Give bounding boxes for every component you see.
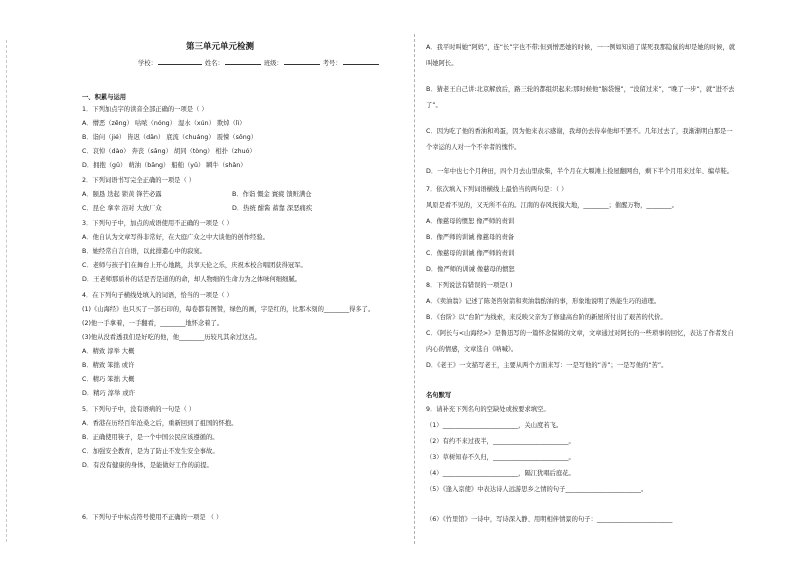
school-label: 学校： bbox=[138, 60, 157, 67]
question-5: 5．下列句子中，没有语病的一句是（ ） bbox=[82, 406, 196, 413]
question-9-item-3: （3）草树知春不久归，________________________。 bbox=[426, 454, 575, 461]
question-4-sentence-3: (3)他从没看透我们是好吃的他，他________历较凡其余过这点。 bbox=[82, 334, 261, 341]
question-7-option-c: C．像慈母的训诫 像严师的责训 bbox=[426, 250, 515, 257]
question-6-option-b-line-1: B．猜老王自己讲:北京解放后，路三轮的都组织起来;那时候他“脑袋慢”，“没留过来”，“晚了一步”，就“进不去 bbox=[426, 86, 735, 93]
question-9-item-5: （5）《逢入京使》中表达诗人远游思乡之情的句子________________________。 bbox=[426, 486, 648, 493]
question-1-option-c: C．哀悼（dào） 奔丧（sāng） 胡同（tòng） 相扑（zhuó） bbox=[82, 148, 256, 155]
question-6-option-a-line-1: A．我平时叫她“阿妈”，连“长”字也不带;但到憎恶她的时候，一一例如知道了谋死我那隐鼠的却是她的时候，就 bbox=[426, 44, 736, 51]
question-9: 9．请补充下列名句的空缺处或按要求填空。 bbox=[426, 406, 550, 413]
question-8-option-b: B．《台阶》以“台阶”为线索，来反映父亲为了修建高台阶的新屋所付出了艰苦的代价。 bbox=[426, 314, 667, 321]
question-9-item-2: （2）有约不来过夜半，________________________。 bbox=[426, 438, 575, 445]
question-8-option-d: D．《老王》一文描写老王，主要从两个方面来写：一是写他的“善”；一是写他的“苦”。 bbox=[426, 362, 668, 369]
question-2-option-d: D．热统 酣酱 蓄靠 深恶痛疾 bbox=[232, 205, 313, 212]
question-8: 8．下列说法有错误的一项是( ) bbox=[426, 282, 513, 289]
question-5-option-b: B．正确使用筷子，是一个中国公民应该遵循的。 bbox=[82, 434, 219, 441]
question-5-option-c: C．加强安全教育，是为了防止不发生安全事故。 bbox=[82, 448, 219, 455]
question-7-option-d: D．像严师的训诫 像慈母的惯恕 bbox=[426, 266, 515, 273]
question-4-option-b: B．精致 笨拙 或许 bbox=[82, 362, 135, 369]
question-1-option-b: B．诣问（jié） 皆迟（dān） 底流（chuáng） 震悚（sǒng） bbox=[82, 134, 258, 141]
question-6-option-b-line-2: 了”。 bbox=[426, 102, 442, 109]
question-8-option-c-line-1: C．《阿长与<山海经>》是鲁迅写的一篇怀念保姆的文章，文章通过对阿长的一些琐事的回忆，表达了作者发自 bbox=[426, 330, 734, 337]
question-7-option-a: A．像慈母的惯恕 像严师的责训 bbox=[426, 218, 515, 225]
question-7: 7．依次填入下列词语横线上最恰当的两句是：（ ） bbox=[426, 186, 568, 193]
question-9-item-6: （6）《竹里馆》一诗中，写诗深入静、用明相伴情景的句子：________________________ bbox=[426, 516, 673, 523]
question-6-option-c-line-2: 个幸运的人对一个不幸者的愧怍。 bbox=[426, 144, 521, 151]
name-label: 姓名： bbox=[204, 60, 224, 67]
exam-no-label: 考号： bbox=[322, 60, 342, 67]
question-9-item-1: （1）________________________，关山度若飞。 bbox=[426, 422, 563, 429]
column-divider bbox=[414, 34, 415, 544]
question-3-option-c: C．老师与孩子们在舞台上开心地跳，共享天伦之乐，庆祝本校合唱团获得冠军。 bbox=[82, 262, 307, 269]
binding-line bbox=[6, 40, 7, 542]
class-label: 班级： bbox=[263, 60, 283, 67]
question-2-option-b: B．作诣 慨金 寰疲 馈赃满仓 bbox=[232, 191, 312, 198]
question-7-stem-part-1: 风原是看不见的，又无所不在的。江南的春风抚摸大地，________； bbox=[426, 202, 615, 209]
question-1-option-d: D．拥抱（gū） 萌油（bāng） 船舶（yǔ） 瞬牛（shǎn） bbox=[82, 162, 247, 169]
section-heading-accumulation: 一、积累与运用 bbox=[82, 94, 127, 101]
right-column bbox=[426, 0, 768, 562]
question-4-option-c: C．精巧 笨拙 大概 bbox=[82, 376, 135, 383]
question-2-option-a: A．颐恳 迭起 锁黄 锋芒必露 bbox=[82, 191, 162, 198]
question-8-option-c-line-2: 内心的情感，文章选自《呐喊》。 bbox=[426, 346, 518, 353]
question-1: 1．下列加点字的读音全部正确的一项是（ ） bbox=[82, 106, 208, 113]
question-4-option-a: A．精致 淳举 大概 bbox=[82, 348, 135, 355]
question-6-option-a-line-2: 叫她阿长。 bbox=[426, 60, 458, 67]
question-5-option-a: A．香港在历经百年沧桑之后，重新回到了祖国的怀抱。 bbox=[82, 420, 238, 427]
question-4-sentence-1: (1)《山海经》也只买了一部石印的，每卷都有图赞，绿色的画，字是红的，比那木刻的________得多了。 bbox=[82, 306, 375, 313]
question-5-option-d: D．有没有健康的身体，是能做好工作的前提。 bbox=[82, 462, 213, 469]
question-4-option-d: D．精巧 淳举 或许 bbox=[82, 390, 135, 397]
question-4: 4．在下列句子横线处填入的词语，恰当的一项是（ ） bbox=[82, 292, 233, 299]
question-4-sentence-2: (2)他一手拿着，一手翻看，________地怀念着了。 bbox=[82, 320, 224, 327]
question-9-item-4: （4）________________________，隔江犹唱后庭花。 bbox=[426, 470, 575, 477]
question-7-option-b: B．像严师的训诫 像慈母的责备 bbox=[426, 234, 515, 241]
question-1-option-a: A．懵恶（zēng） 咕哝（nóng） 湿水（xún） 欺焯（lì） bbox=[82, 120, 246, 127]
page-title: 第三单元单元检测 bbox=[185, 42, 254, 52]
left-column bbox=[82, 0, 404, 562]
question-6: 6．下列句子中标点符号使用不正确的一项是 （ ） bbox=[82, 514, 223, 521]
question-2: 2．下列词语书写完全正确的一项是（ ） bbox=[82, 177, 196, 184]
question-7-stem-part-2: 催醒万物，________。 bbox=[614, 202, 678, 209]
question-6-option-c-line-1: C．因为吃了他的香油和鸡蛋，因为他来表示感谢，我却仍去侍奉他却不罢不。几年过去了，我渐渐明白那是一 bbox=[426, 128, 733, 135]
section-heading-recitation: 名句默写 bbox=[426, 392, 452, 399]
question-3: 3．下列句子中，加点的成语使用不正确的一项是（ ） bbox=[82, 220, 233, 227]
question-3-option-a: A．他自认为文章写得非常好，在大庭广众之中大谈他的创作经验。 bbox=[82, 234, 269, 241]
question-8-option-a: A．《卖油翁》记述了陈尧咨射箭和卖油翁酌油的事，形象地说明了熟能生巧的道理。 bbox=[426, 298, 661, 305]
question-3-option-b: B．她经常自言自语，以此排遣心中的寂寞。 bbox=[82, 248, 206, 255]
question-6-option-d: D．一年中也七个月种田，四个月去山里砍柴，半个月在大堰滩上捡屋翻网台，剩下半个月用来过年、编草鞋。 bbox=[426, 168, 734, 175]
question-7-stem bbox=[426, 202, 678, 210]
question-3-option-d: D．王老师那质朴的话是否是道的的命，却人物细的生命力为之体味何细细腻。 bbox=[82, 276, 301, 283]
question-2-option-c: C．昆仑 拿幸 浴对 大放厂众 bbox=[82, 205, 162, 212]
